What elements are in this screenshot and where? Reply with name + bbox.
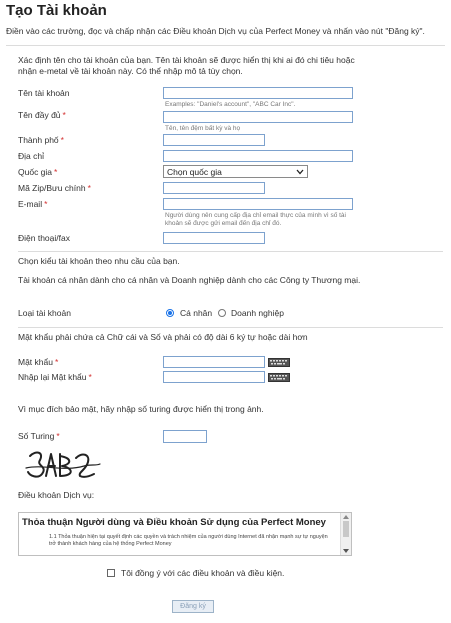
required-marker: * <box>56 431 60 441</box>
city-label: Thành phố * <box>18 135 64 145</box>
full-name-hint: Tên, tên đệm bất kỳ và họ <box>165 125 241 132</box>
account-type-personal-radio[interactable] <box>166 309 174 317</box>
phone-input[interactable] <box>163 232 265 244</box>
address-label: Địa chỉ <box>18 151 44 161</box>
full-name-input[interactable] <box>163 111 353 123</box>
required-marker: * <box>87 183 91 193</box>
country-label: Quốc gia * <box>18 167 58 177</box>
account-type-description: Tài khoản cá nhân dành cho cá nhân và Doanh nghiệp dành cho các Công ty Thương mại. <box>18 275 361 285</box>
turing-label: Số Turing * <box>18 431 60 441</box>
account-name-input[interactable] <box>163 87 353 99</box>
tos-scrollbar[interactable] <box>340 513 351 555</box>
intro-text: Điền vào các trường, đọc và chấp nhận các Điều khoản Dịch vụ của Perfect Money và nhấn vào nút "Đăng ký". <box>6 26 425 36</box>
divider <box>18 327 443 328</box>
scroll-up-icon[interactable] <box>343 515 349 519</box>
agree-checkbox[interactable] <box>107 569 115 577</box>
country-select-value: Chọn quốc gia <box>167 166 222 177</box>
page-title: Tạo Tài khoản <box>6 2 107 19</box>
account-type-label: Loại tài khoản <box>18 308 71 318</box>
country-select[interactable] <box>163 165 308 178</box>
agree-label: Tôi đồng ý với các điều khoản và điều kiện. <box>121 568 285 578</box>
account-type-business-label: Doanh nghiệp <box>231 308 284 318</box>
account-name-label: Tên tài khoản <box>18 88 70 98</box>
email-input[interactable] <box>163 198 353 210</box>
tos-body: 1.1 Thỏa thuận hiện tại quyết định các quyền và trách nhiệm của người dùng Internet đã nhận mạnh sự tự nguyện trở thành khách hàng của hệ thống Perfect Money <box>49 534 328 547</box>
required-marker: * <box>54 167 58 177</box>
confirm-password-label: Nhập lại Mật khẩu * <box>18 372 92 382</box>
full-name-label: Tên đầy đủ * <box>18 110 66 120</box>
tos-label: Điều khoản Dịch vụ: <box>18 490 95 500</box>
password-rule-text: Mật khẩu phải chứa cả Chữ cái và Số và phải có độ dài 6 ký tự hoặc dài hơn <box>18 332 308 342</box>
turing-description: Vì mục đích bảo mật, hãy nhập số turing được hiển thị trong ảnh. <box>18 404 264 414</box>
scroll-down-icon[interactable] <box>343 549 349 553</box>
required-marker: * <box>62 110 66 120</box>
email-hint: Người dùng nên cung cấp địa chỉ email thực của mình vì số tài khoản sẽ được gửi email đến địa chỉ đó. <box>165 212 346 227</box>
required-marker: * <box>88 372 92 382</box>
scrollbar-thumb[interactable] <box>343 521 349 537</box>
email-label: E-mail * <box>18 199 48 209</box>
account-name-hint: Examples: "Daniel's account", "ABC Car Inc". <box>165 101 296 108</box>
account-type-choose-text: Chọn kiểu tài khoản theo nhu cầu của bạn. <box>18 256 180 266</box>
virtual-keyboard-icon[interactable] <box>268 373 290 382</box>
turing-input[interactable] <box>163 430 207 443</box>
required-marker: * <box>54 357 59 367</box>
required-marker: * <box>44 199 48 209</box>
captcha-image <box>24 446 102 482</box>
tos-title: Thỏa thuận Người dùng và Điều khoản Sử dụng của Perfect Money <box>22 517 326 528</box>
register-button[interactable]: Đăng ký <box>172 600 214 613</box>
confirm-password-input[interactable] <box>163 371 265 383</box>
divider <box>6 45 445 46</box>
required-marker: * <box>60 135 64 145</box>
identify-text: Xác định tên cho tài khoản của bạn. Tên tài khoản sẽ được hiển thị khi ai đó chi tiêu hoặc nhận e-metal về tài khoản này. Có thể nhập mô tả tùy chọn. <box>18 55 355 76</box>
zip-label: Mã Zip/Bưu chính * <box>18 183 91 193</box>
password-input[interactable] <box>163 356 265 368</box>
city-input[interactable] <box>163 134 265 146</box>
virtual-keyboard-icon[interactable] <box>268 358 290 367</box>
account-type-business-radio[interactable] <box>218 309 226 317</box>
password-label: Mật khẩu * <box>18 357 59 367</box>
chevron-down-icon <box>296 169 304 175</box>
account-type-personal-label: Cá nhân <box>180 308 213 318</box>
zip-input[interactable] <box>163 182 265 194</box>
phone-label: Điện thoại/fax <box>18 233 70 243</box>
tos-box[interactable] <box>18 512 352 556</box>
divider <box>18 251 443 252</box>
address-input[interactable] <box>163 150 353 162</box>
